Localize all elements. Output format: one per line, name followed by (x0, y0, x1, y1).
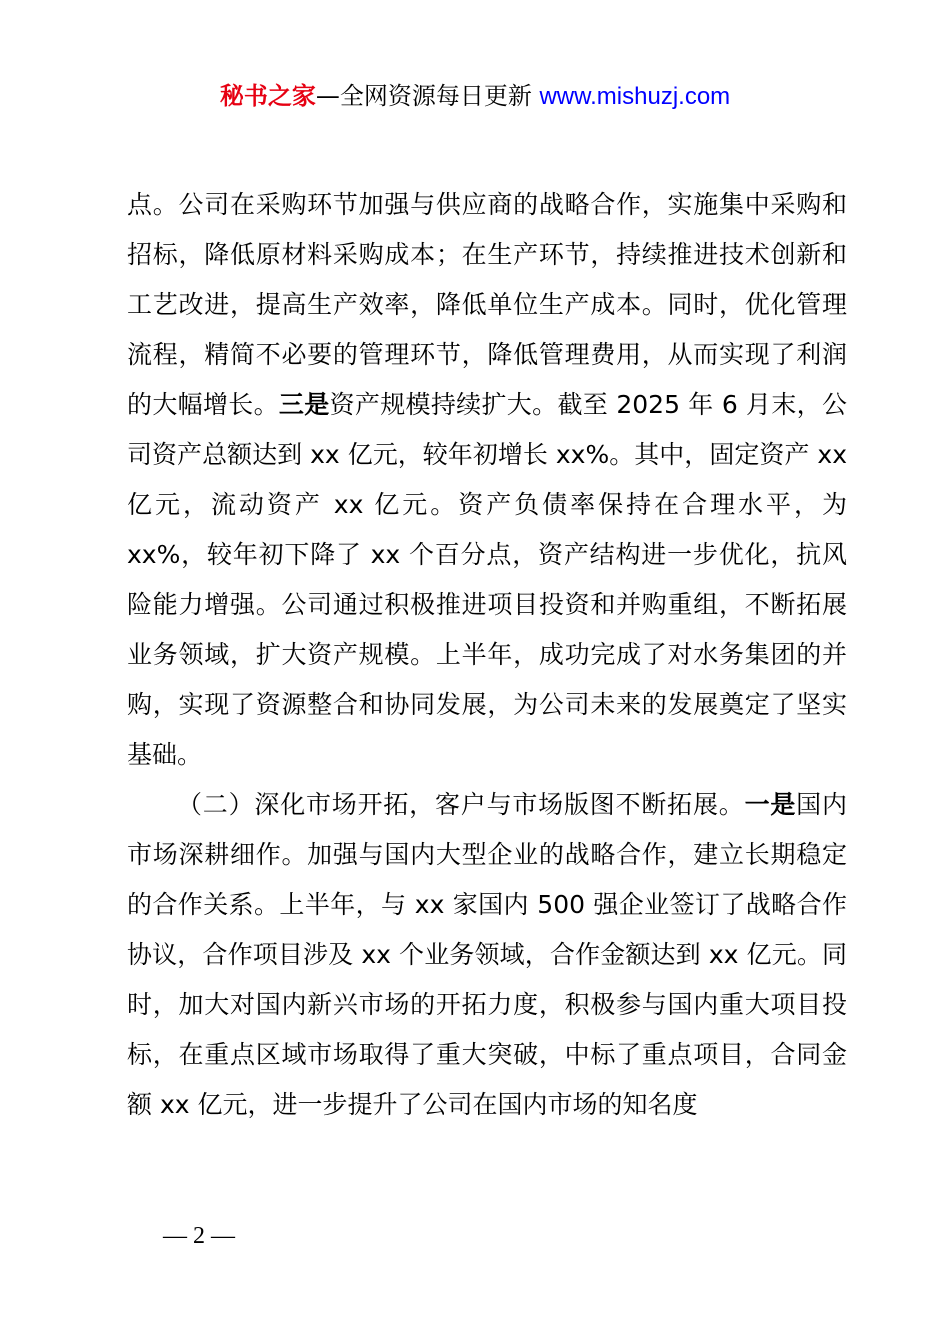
document-body (127, 180, 847, 1130)
header-tagline: —全网资源每日更新 (315, 82, 532, 110)
paragraph-text: 资产规模持续扩大。截至 2025 年 6 月末，公司资产总额达到 xx 亿元，较年初增长 xx%。其中，固定资产 xx 亿元，流动资产 xx 亿元。资产负债率保持在合理水平，为 xx%，较年初下降了 xx 个百分点，资产结构进一步优化，抗风险能力增强。公司通过积极推进项目投资和并购重组，不断拓展业务领域，扩大资产规模。上半年，成功完成了对水务集团的并购，实现了资源整合和协同发展，为公司未来的发展奠定了坚实基础。 (127, 390, 847, 769)
paragraph-text: 点。公司在采购环节加强与供应商的战略合作，实施集中采购和招标，降低原材料采购成本；在生产环节，持续推进技术创新和工艺改进，提高生产效率，降低单位生产成本。同时，优化管理流程，精简不必要的管理环节，降低管理费用，从而实现了利润的大幅增长。 (127, 190, 847, 419)
brand-name: 秘书之家 (219, 82, 316, 110)
paragraph-text: 国内市场深耕细作。加强与国内大型企业的战略合作，建立长期稳定的合作关系。上半年，与 xx 家国内 500 强企业签订了战略合作协议，合作项目涉及 xx 个业务领域，合作金额达到 xx 亿元。同时，加大对国内新兴市场的开拓力度，积极参与国内重大项目投标，在重点区域市场取得了重大突破，中标了重点项目，合同金额 xx 亿元，进一步提升了公司在国内市场的知名度 (127, 790, 847, 1119)
page-number: — 2 — (163, 1223, 235, 1249)
site-url: www.mishuzj.com (539, 83, 731, 110)
paragraph-1 (127, 180, 847, 780)
section-heading-text: （二）深化市场开拓，客户与市场版图不断拓展。 (177, 790, 745, 819)
emphasis-text: 三是 (278, 390, 330, 419)
paragraph-2 (127, 780, 847, 1130)
emphasis-text: 一是 (744, 790, 797, 819)
site-header (0, 80, 950, 113)
